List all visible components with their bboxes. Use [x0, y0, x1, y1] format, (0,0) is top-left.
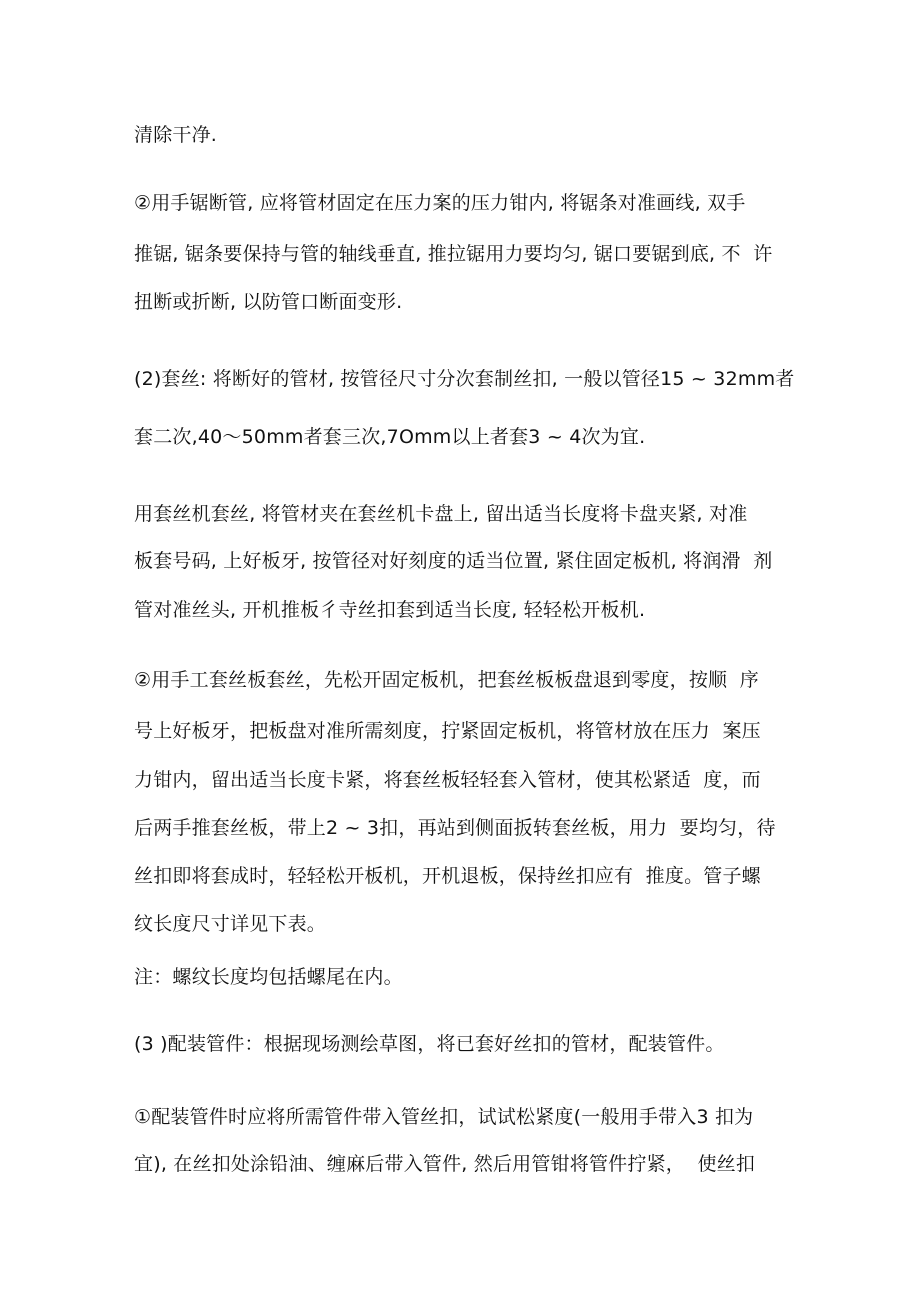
text-line: 号上好板牙，把板盘对准所需刻度，拧紧固定板机，将管材放在压力 案压 — [134, 720, 761, 742]
text-line: 推锯, 锯条要保持与管的轴线垂直, 推拉锯用力要均匀, 锯口要锯到底, 不 许 — [134, 243, 773, 265]
text-line: 注：螺纹长度均包括螺尾在内。 — [134, 966, 403, 988]
text-line: 板套号码, 上好板牙, 按管径对好刻度的适当位置, 紧住固定板机, 将润滑 剂 — [134, 550, 773, 572]
text-line: 套二次,40～50mm者套三次,7Omm以上者套3 ~ 4次为宜. — [134, 426, 646, 448]
text-line: 用套丝机套丝, 将管材夹在套丝机卡盘上, 留出适当长度将卡盘夹紧, 对准 — [134, 503, 748, 525]
text-line: ②用手工套丝板套丝，先松开固定板机，把套丝板板盘退到零度，按顺 序 — [134, 669, 759, 691]
text-line: 丝扣即将套成时，轻轻松开板机，开机退板，保持丝扣应有 推度。管子螺 — [134, 865, 761, 887]
text-line: 力钳内，留出适当长度卡紧，将套丝板轻轻套入管材，使其松紧适 度，而 — [134, 769, 761, 791]
text-line: 宜), 在丝扣处涂铅油、缠麻后带入管件, 然后用管钳将管件拧紧， 使丝扣 — [134, 1153, 756, 1175]
text-line: (3 )配装管件：根据现场测绘草图，将已套好丝扣的管材，配装管件。 — [134, 1033, 725, 1055]
text-line: ①配装管件时应将所需管件带入管丝扣，试试松紧度(一般用手带入3 扣为 — [134, 1106, 754, 1128]
text-line: 后两手推套丝板，带上2 ~ 3扣，再站到侧面扳转套丝板，用力 要均匀，待 — [134, 817, 776, 839]
text-line: 扭断或折断, 以防管口断面变形. — [134, 291, 403, 313]
text-line: (2)套丝: 将断好的管材, 按管径尺寸分次套制丝扣, 一般以管径15 ~ 32mm者 — [134, 368, 795, 390]
text-line: 清除干净. — [134, 124, 218, 146]
text-line: 管对准丝头, 开机推板彳寺丝扣套到适当长度, 轻轻松开板机. — [134, 599, 646, 621]
text-line: 纹长度尺寸详见下表。 — [134, 913, 327, 935]
text-line: ②用手锯断管, 应将管材固定在压力案的压力钳内, 将锯条对准画线, 双手 — [134, 192, 746, 214]
